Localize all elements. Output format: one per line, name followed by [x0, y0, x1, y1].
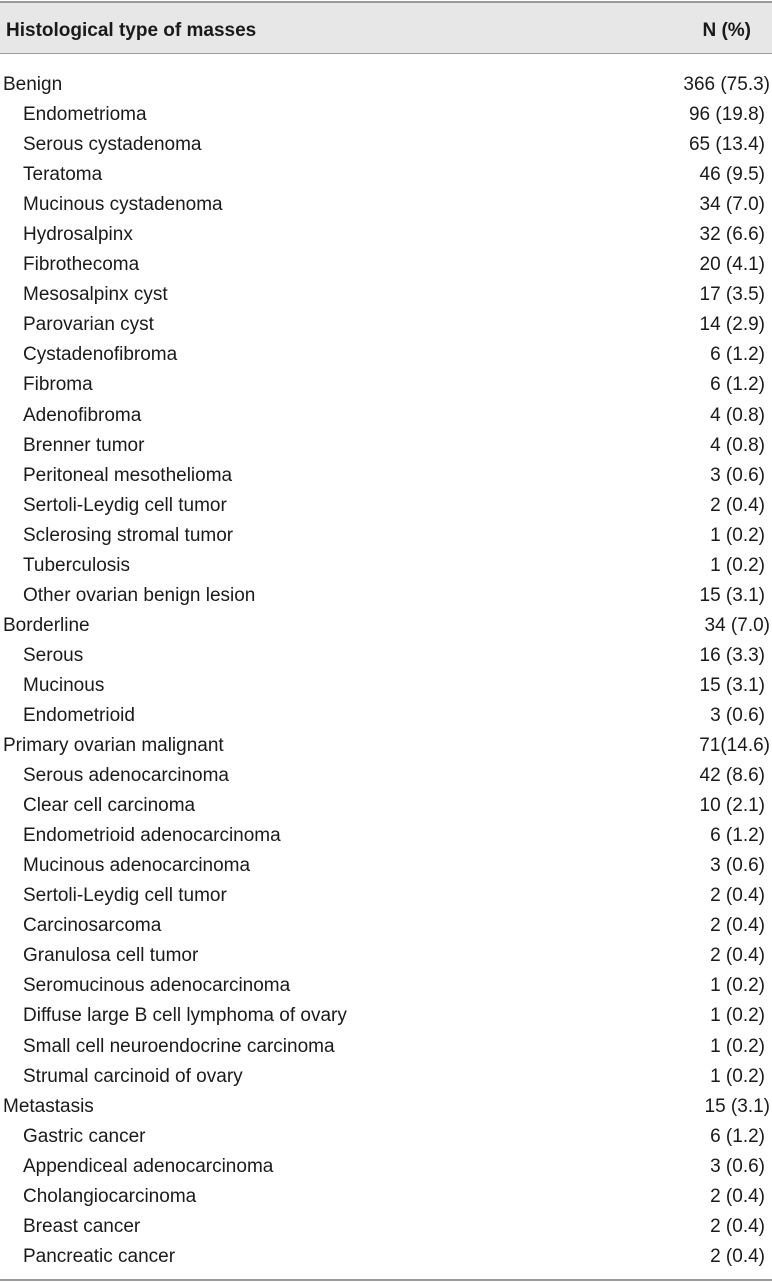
table-row [0, 521, 772, 551]
row-label: Gastric cancer [23, 1125, 146, 1147]
row-value: 1 (0.2) [710, 554, 765, 576]
row-label: Small cell neuroendocrine carcinoma [23, 1035, 335, 1057]
row-value: 15 (3.1) [704, 1095, 770, 1117]
table-row [0, 1182, 772, 1212]
row-label: Sclerosing stromal tumor [23, 524, 234, 546]
row-value: 3 (0.6) [710, 855, 765, 877]
row-value: 16 (3.3) [699, 644, 765, 666]
row-label: Teratoma [23, 164, 103, 186]
row-value: 15 (3.1) [699, 674, 765, 696]
table-row [0, 1122, 772, 1152]
table-group-row [0, 731, 772, 761]
table-row [0, 491, 772, 521]
row-label: Sertoli-Leydig cell tumor [23, 494, 227, 516]
row-label: Fibrothecoma [23, 254, 140, 276]
row-value: 366 (75.3) [683, 74, 770, 95]
row-label: Mucinous cystadenoma [23, 194, 223, 216]
table-row [0, 671, 772, 701]
row-label: Serous adenocarcinoma [23, 765, 229, 787]
row-label: Endometrioma [23, 104, 147, 126]
row-label: Carcinosarcoma [23, 915, 162, 937]
table-group-row [0, 1092, 772, 1122]
row-label: Pancreatic cancer [23, 1245, 176, 1267]
row-label: Seromucinous adenocarcinoma [23, 975, 291, 997]
row-label: Fibroma [23, 374, 93, 396]
row-label: Diffuse large B cell lymphoma of ovary [23, 1005, 347, 1027]
table-header-rule [0, 53, 772, 54]
row-label: Adenofibroma [23, 404, 142, 426]
row-label: Tuberculosis [23, 554, 131, 576]
table-row [0, 1242, 772, 1272]
header-n-percent: N (%) [702, 20, 751, 41]
table-body [0, 70, 772, 1272]
table-row [0, 160, 772, 190]
row-label: Serous cystadenoma [23, 134, 202, 156]
table-row [0, 431, 772, 461]
row-label: Serous [23, 644, 84, 666]
table-row [0, 641, 772, 671]
header-histological-type: Histological type of masses [6, 20, 257, 41]
table-row [0, 761, 772, 791]
row-value: 71(14.6) [699, 735, 770, 757]
row-value: 1 (0.2) [710, 1005, 765, 1027]
row-value: 2 (0.4) [710, 1215, 765, 1237]
table-row [0, 250, 772, 280]
row-label: Hydrosalpinx [23, 224, 133, 246]
row-value: 3 (0.6) [710, 1155, 765, 1177]
row-value: 6 (1.2) [710, 825, 765, 847]
row-label: Benign [3, 74, 63, 95]
row-label: Borderline [3, 614, 90, 636]
row-value: 2 (0.4) [710, 1245, 765, 1267]
row-label: Endometrioid adenocarcinoma [23, 825, 281, 847]
row-value: 65 (13.4) [688, 134, 765, 156]
row-value: 4 (0.8) [710, 434, 765, 456]
table-row [0, 1062, 772, 1092]
row-value: 2 (0.4) [710, 945, 765, 967]
row-label: Parovarian cyst [23, 314, 154, 336]
row-value: 6 (1.2) [710, 1125, 765, 1147]
row-value: 4 (0.8) [710, 404, 765, 426]
table-row [0, 401, 772, 431]
row-value: 1 (0.2) [710, 524, 765, 546]
table-group-row [0, 611, 772, 641]
table-row [0, 911, 772, 941]
row-label: Mucinous [23, 674, 105, 696]
table-bottom-rule [0, 1279, 772, 1281]
table-row [0, 100, 772, 130]
table-row [0, 280, 772, 310]
table-row [0, 551, 772, 581]
row-value: 14 (2.9) [699, 314, 765, 336]
table-row [0, 941, 772, 971]
row-value: 1 (0.2) [710, 1035, 765, 1057]
row-label: Endometrioid [23, 704, 135, 726]
row-label: Mucinous adenocarcinoma [23, 855, 251, 877]
row-label: Peritoneal mesothelioma [23, 464, 233, 486]
row-value: 6 (1.2) [710, 344, 765, 366]
row-value: 42 (8.6) [699, 765, 765, 787]
table-row [0, 851, 772, 881]
row-label: Granulosa cell tumor [23, 945, 199, 967]
row-value: 17 (3.5) [699, 284, 765, 306]
table-row [0, 190, 772, 220]
table-row [0, 971, 772, 1001]
row-value: 34 (7.0) [699, 194, 765, 216]
row-label: Cholangiocarcinoma [23, 1185, 197, 1207]
table-header [0, 3, 772, 53]
row-value: 15 (3.1) [699, 584, 765, 606]
table-row [0, 821, 772, 851]
row-value: 32 (6.6) [699, 224, 765, 246]
table-row [0, 581, 772, 611]
row-value: 34 (7.0) [704, 614, 770, 636]
row-label: Sertoli-Leydig cell tumor [23, 885, 227, 907]
row-label: Cystadenofibroma [23, 344, 178, 366]
row-label: Mesosalpinx cyst [23, 284, 168, 306]
table-row [0, 220, 772, 250]
table-row [0, 310, 772, 340]
row-value: 2 (0.4) [710, 1185, 765, 1207]
table-row [0, 1001, 772, 1031]
row-value: 2 (0.4) [710, 494, 765, 516]
row-value: 2 (0.4) [710, 885, 765, 907]
row-value: 46 (9.5) [699, 164, 765, 186]
table-row [0, 701, 772, 731]
row-value: 6 (1.2) [710, 374, 765, 396]
table-row [0, 1032, 772, 1062]
row-value: 1 (0.2) [710, 1065, 765, 1087]
row-value: 1 (0.2) [710, 975, 765, 997]
row-value: 96 (19.8) [688, 104, 765, 126]
row-label: Other ovarian benign lesion [23, 584, 256, 606]
row-value: 3 (0.6) [710, 704, 765, 726]
row-label: Appendiceal adenocarcinoma [23, 1155, 274, 1177]
table-row [0, 881, 772, 911]
row-value: 20 (4.1) [699, 254, 765, 276]
table-row [0, 130, 772, 160]
table-row [0, 461, 772, 491]
row-value: 10 (2.1) [699, 795, 765, 817]
row-label: Breast cancer [23, 1215, 141, 1237]
row-label: Strumal carcinoid of ovary [23, 1065, 243, 1087]
row-value: 2 (0.4) [710, 915, 765, 937]
row-label: Brenner tumor [23, 434, 145, 456]
table-row [0, 1212, 772, 1242]
row-label: Clear cell carcinoma [23, 795, 196, 817]
table-group-row [0, 70, 772, 100]
row-value: 3 (0.6) [710, 464, 765, 486]
row-label: Primary ovarian malignant [3, 735, 224, 757]
table-row [0, 791, 772, 821]
table-row [0, 340, 772, 370]
row-label: Metastasis [3, 1095, 94, 1117]
table-row [0, 1152, 772, 1182]
table-row [0, 370, 772, 400]
